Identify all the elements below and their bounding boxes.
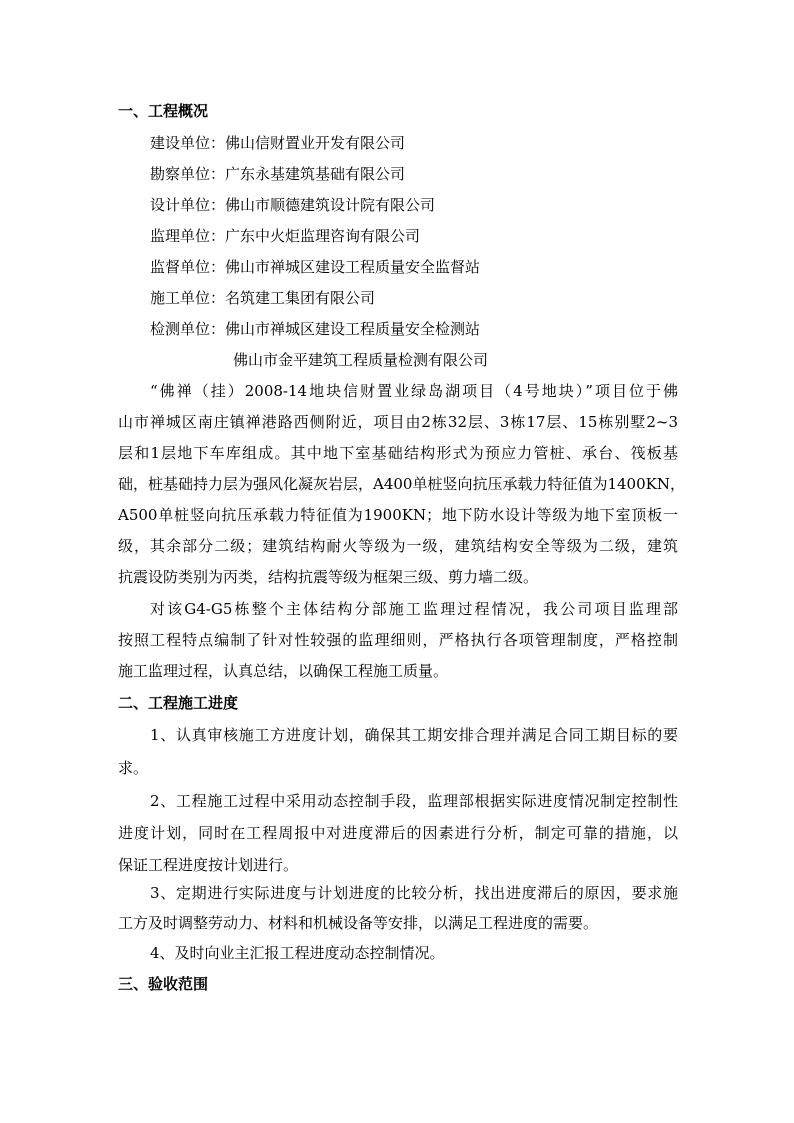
unit-label: 勘察单位： <box>150 165 226 183</box>
unit-label: 监理单位： <box>150 227 226 245</box>
unit-row-construction <box>150 133 405 153</box>
paragraph-line: 施工监理过程，认真总结，以确保工程施工质量。 <box>118 662 449 680</box>
unit-row-testing-extra: 佛山市金平建筑工程质量检测有限公司 <box>233 351 489 369</box>
unit-label: 施工单位： <box>150 289 226 307</box>
paragraph-line: 础，桩基础持力层为强风化凝灰岩层，A400单桩竖向抗压承载力特征值为1400KN， <box>118 475 685 493</box>
unit-value: 广东永基建筑基础有限公司 <box>225 165 406 183</box>
unit-label: 建设单位： <box>150 134 226 152</box>
paragraph-line: A500单桩竖向抗压承载力特征值为1900KN；地下防水设计等级为地下室顶板一 <box>118 506 678 524</box>
unit-value: 佛山市禅城区建设工程质量安全监督站 <box>225 258 481 276</box>
unit-row-oversight <box>150 257 480 277</box>
unit-value: 广东中火炬监理咨询有限公司 <box>225 227 421 245</box>
unit-value: 佛山市禅城区建设工程质量安全检测站 <box>225 320 481 338</box>
progress-item-line: 工方及时调整劳动力、材料和机械设备等安排，以满足工程进度的需要。 <box>118 914 599 932</box>
paragraph-line: 级，其余部分二级；建筑结构耐火等级为一级，建筑结构安全等级为二级，建筑 <box>118 537 678 555</box>
unit-row-supervision <box>150 226 420 246</box>
progress-item-line: 3、定期进行实际进度与计划进度的比较分析，找出进度滞后的原因，要求施 <box>150 884 678 902</box>
paragraph-line: 山市禅城区南庄镇禅港路西侧附近，项目由2栋32层、3栋17层、15栋别墅2~3 <box>118 413 678 431</box>
unit-label: 监督单位： <box>150 258 226 276</box>
progress-item-line: 2、工程施工过程中采用动态控制手段，监理部根据实际进度情况制定控制性 <box>150 792 678 810</box>
unit-label: 检测单位： <box>150 320 226 338</box>
section-heading-scope: 三、验收范围 <box>118 975 209 993</box>
progress-item-line: 保证工程进度按计划进行。 <box>118 856 299 874</box>
unit-value: 名筑建工集团有限公司 <box>225 289 376 307</box>
unit-row-design <box>150 195 435 215</box>
paragraph-line: “佛禅（挂）2008-14地块信财置业绿岛湖项目（4号地块）”项目位于佛 <box>150 382 678 400</box>
unit-row-survey <box>150 164 405 184</box>
unit-label: 设计单位： <box>150 196 226 214</box>
paragraph-line: 层和1层地下车库组成。其中地下室基础结构形式为预应力管桩、承台、筏板基 <box>118 444 678 462</box>
unit-row-contractor <box>150 288 375 308</box>
unit-row-testing <box>150 319 480 339</box>
section-heading-progress: 二、工程施工进度 <box>118 694 239 712</box>
paragraph-line: 对该G4-G5栋整个主体结构分部施工监理过程情况，我公司项目监理部 <box>150 600 678 618</box>
progress-item-line: 求。 <box>118 759 149 777</box>
progress-item-line: 1、认真审核施工方进度计划，确保其工期安排合理并满足合同工期目标的要 <box>150 726 678 744</box>
paragraph-line: 抗震设防类别为丙类，结构抗震等级为框架三级、剪力墙二级。 <box>118 568 539 586</box>
unit-value: 佛山市顺德建筑设计院有限公司 <box>225 196 436 214</box>
progress-item-line: 4、及时向业主汇报工程进度动态控制情况。 <box>150 944 445 962</box>
progress-item-line: 进度计划，同时在工程周报中对进度滞后的因素进行分析，制定可靠的措施，以 <box>118 824 678 842</box>
paragraph-line: 按照工程特点编制了针对性较强的监理细则，严格执行各项管理制度，严格控制 <box>118 631 678 649</box>
section-heading-overview: 一、工程概况 <box>118 102 209 120</box>
unit-value: 佛山信财置业开发有限公司 <box>225 134 406 152</box>
